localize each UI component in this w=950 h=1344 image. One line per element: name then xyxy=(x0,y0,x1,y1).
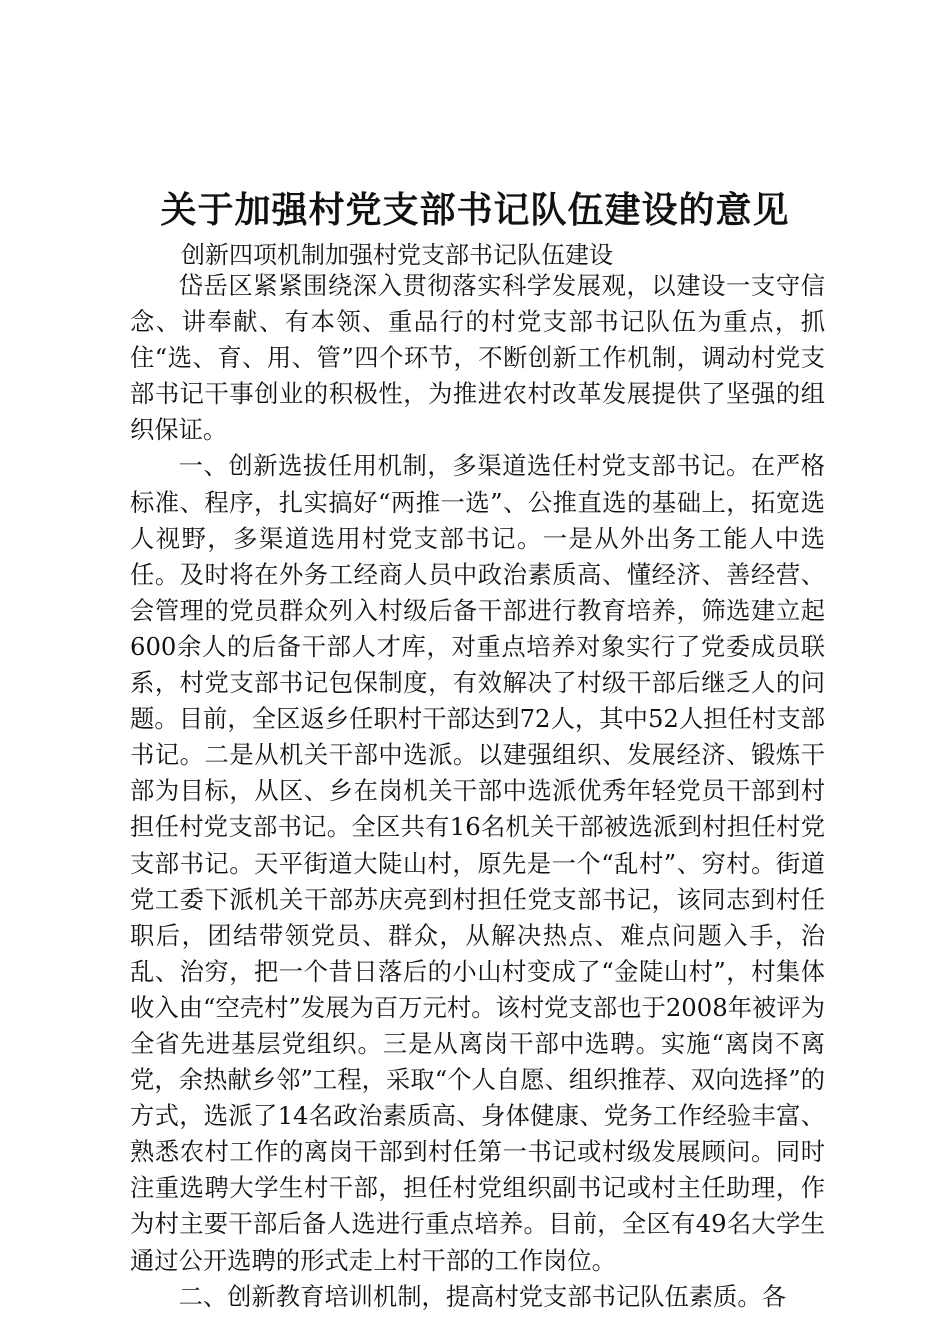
paragraph-section-1: 一、创新选拔任用机制，多渠道选任村党支部书记。在严格标准、程序，扎实搞好“两推一选”、公推直选的基础上，拓宽选人视野，多渠道选用村党支部书记。一是从外出务工能人中选任。及时将在外务工经商人员中政治素质高、懂经济、善经营、会管理的党员群众列入村级后备干部进行教育培养，筛选建立起600余人的后备干部人才库，对重点培养对象实行了党委成员联系，村党支部书记包保制度，有效解决了村级干部后继乏人的问题。目前，全区返乡任职村干部达到72人，其中52人担任村支部书记。二是从机关干部中选派。以建强组织、发展经济、锻炼干部为目标，从区、乡在岗机关干部中选派优秀年轻党员干部到村担任村党支部书记。全区共有16名机关干部被选派到村担任村党支部书记。天平街道大陡山村，原先是一个“乱村”、穷村。街道党工委下派机关干部苏庆亮到村担任党支部书记，该同志到村任职后，团结带领党员、群众，从解决热点、难点问题入手，治乱、治穷，把一个昔日落后的小山村变成了“金陡山村”，村集体收入由“空壳村”发展为百万元村。该村党支部也于2008年被评为全省先进基层党组织。三是从离岗干部中选聘。实施“离岗不离党，余热献乡邻”工程，采取“个人自愿、组织推荐、双向选择”的方式，选派了14名政治素质高、身体健康、党务工作经验丰富、熟悉农村工作的离岗干部到村任第一书记或村级发展顾问。同时注重选聘大学生村干部，担任村党组织副书记或村主任助理，作为村主要干部后备人选进行重点培养。目前，全区有49名大学生通过公开选聘的形式走上村干部的工作岗位。 xyxy=(130,451,825,1275)
paragraph-intro: 岱岳区紧紧围绕深入贯彻落实科学发展观，以建设一支守信念、讲奉献、有本领、重品行的村党支部书记队伍为重点，抓住“选、育、用、管”四个环节，不断创新工作机制，调动村党支部书记干事创业的积极性，为推进农村改革发展提供了坚强的组织保证。 xyxy=(130,271,825,445)
paragraph-section-2: 二、创新教育培训机制，提高村党支部书记队伍素质。各 xyxy=(178,1281,787,1311)
document-subtitle: 创新四项机制加强村党支部书记队伍建设 xyxy=(181,241,613,269)
document-body xyxy=(130,268,825,1315)
document-title: 关于加强村党支部书记队伍建设的意见 xyxy=(160,189,790,231)
